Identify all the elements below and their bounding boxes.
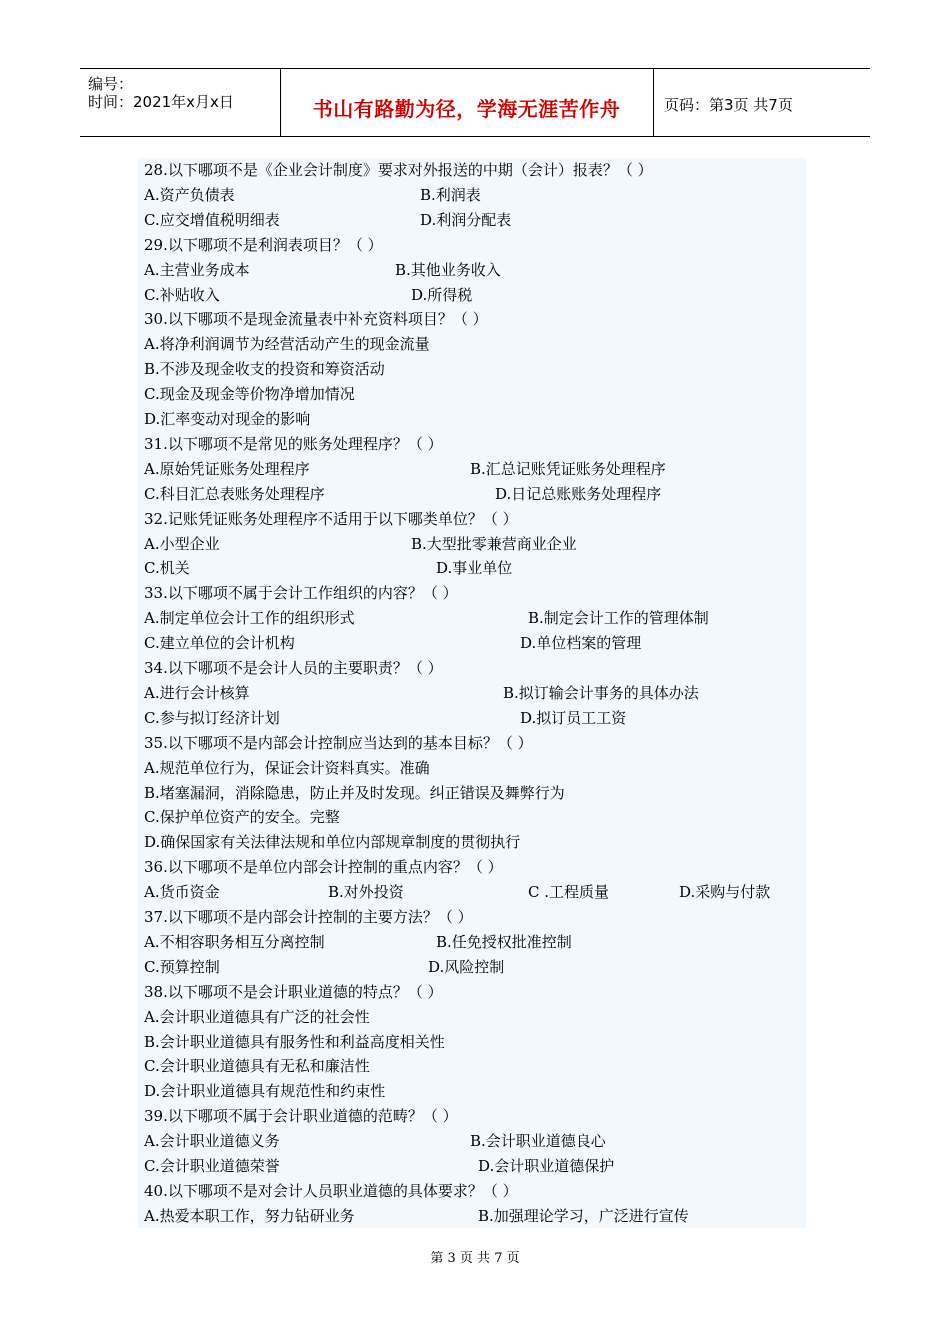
answer-option: D.单位档案的管理 <box>520 634 642 653</box>
question-text: 40.以下哪项不是对会计人员职业道德的具体要求？（ ） <box>144 1181 518 1200</box>
question-text: 30.以下哪项不是现金流量表中补充资料项目？（ ） <box>144 310 488 329</box>
answer-option: C.机关 <box>144 559 190 578</box>
question-text: 29.以下哪项不是利润表项目？（ ） <box>144 235 383 254</box>
answer-option: D.确保国家有关法律法规和单位内部规章制度的贯彻执行 <box>144 833 521 852</box>
answer-option: D.会计职业道德具有规范性和约束性 <box>144 1082 386 1101</box>
answer-option: B.堵塞漏洞，消除隐患，防止并及时发现。纠正错误及舞弊行为 <box>144 783 565 802</box>
answer-option: C.补贴收入 <box>144 285 220 304</box>
answer-option: B.大型批零兼营商业企业 <box>411 534 577 553</box>
answer-option: A.会计职业道德义务 <box>144 1132 280 1151</box>
answer-option: C.参与拟订经济计划 <box>144 708 280 727</box>
page-footer: 第 3 页 共 7 页 <box>430 1251 520 1266</box>
answer-option: B.其他业务收入 <box>395 260 501 279</box>
answer-option: A.原始凭证账务处理程序 <box>144 459 310 478</box>
question-text: 33.以下哪项不属于会计工作组织的内容？（ ） <box>144 584 458 603</box>
question-text: 36.以下哪项不是单位内部会计控制的重点内容？（ ） <box>144 858 503 877</box>
answer-option: C.会计职业道德具有无私和廉洁性 <box>144 1057 370 1076</box>
answer-option: B.拟订输会计事务的具体办法 <box>503 683 699 702</box>
answer-option: B.任免授权批准控制 <box>436 932 572 951</box>
question-text: 34.以下哪项不是会计人员的主要职责？（ ） <box>144 659 443 677</box>
answer-option: A.规范单位行为，保证会计资料真实。准确 <box>144 758 430 777</box>
answer-option: D.拟订员工工资 <box>520 708 627 727</box>
answer-option: A.制定单位会计工作的组织形式 <box>144 609 355 628</box>
answer-option: B.会计职业道德良心 <box>470 1132 606 1151</box>
answer-option: C.应交增值税明细表 <box>144 210 280 229</box>
answer-option: B.汇总记账凭证账务处理程序 <box>470 459 666 478</box>
answer-option: C .工程质量 <box>528 883 610 902</box>
answer-option: B.制定会计工作的管理体制 <box>528 609 709 628</box>
header-number-label: 编号： <box>88 75 134 93</box>
header-motto: 书山有路勤为径，学海无涯苦作舟 <box>312 97 621 121</box>
question-text: 39.以下哪项不属于会计职业道德的范畴？（ ） <box>144 1107 458 1126</box>
header-date-label: 时间：2021年x月x日 <box>88 93 234 111</box>
answer-option: A.小型企业 <box>144 534 220 553</box>
answer-option: D.汇率变动对现金的影响 <box>144 410 311 428</box>
answer-option: C.科目汇总表账务处理程序 <box>144 484 325 503</box>
answer-option: D.所得税 <box>411 285 473 304</box>
answer-option: A.热爱本职工作，努力钻研业务 <box>144 1206 355 1225</box>
question-text: 37.以下哪项不是内部会计控制的主要方法？（ ） <box>144 908 473 926</box>
answer-option: D.会计职业道德保护 <box>478 1157 615 1175</box>
question-text: 31.以下哪项不是常见的账务处理程序？（ ） <box>144 434 443 453</box>
answer-option: B.不涉及现金收支的投资和筹资活动 <box>144 360 385 379</box>
answer-option: B.利润表 <box>420 185 481 204</box>
answer-option: D.采购与付款 <box>679 883 771 902</box>
answer-option: A.主营业务成本 <box>144 260 250 279</box>
answer-option: D.利润分配表 <box>420 210 512 229</box>
answer-option: B.加强理论学习，广泛进行宣传 <box>478 1206 689 1225</box>
answer-option: A.进行会计核算 <box>144 683 250 702</box>
header-page-info: 页码：第3页 共7页 <box>664 96 793 114</box>
answer-option: B.对外投资 <box>328 883 404 902</box>
question-text: 28.以下哪项不是《企业会计制度》要求对外报送的中期（会计）报表？（ ） <box>144 161 653 179</box>
answer-option: C.会计职业道德荣誉 <box>144 1157 280 1175</box>
question-text: 35.以下哪项不是内部会计控制应当达到的基本目标？（ ） <box>144 733 533 752</box>
answer-option: A.资产负债表 <box>144 185 235 204</box>
answer-option: A.货币资金 <box>144 883 220 902</box>
answer-option: C.现金及现金等价物净增加情况 <box>144 385 355 404</box>
answer-option: A.将净利润调节为经营活动产生的现金流量 <box>144 335 430 354</box>
question-list <box>138 158 806 1228</box>
answer-option: A.会计职业道德具有广泛的社会性 <box>144 1007 370 1026</box>
answer-option: C.建立单位的会计机构 <box>144 634 295 653</box>
answer-option: A.不相容职务相互分离控制 <box>144 932 325 951</box>
question-text: 32.记账凭证账务处理程序不适用于以下哪类单位？（ ） <box>144 509 518 528</box>
header-motto-cell <box>280 69 654 136</box>
answer-option: B.会计职业道德具有服务性和利益高度相关性 <box>144 1032 445 1051</box>
answer-option: D.日记总账账务处理程序 <box>495 484 662 503</box>
answer-option: C.预算控制 <box>144 957 220 976</box>
header-page-cell <box>654 69 870 136</box>
header-meta-cell <box>80 69 281 136</box>
answer-option: C.保护单位资产的安全。完整 <box>144 808 340 827</box>
question-text: 38.以下哪项不是会计职业道德的特点？（ ） <box>144 982 443 1001</box>
page-header <box>80 68 870 137</box>
answer-option: D.风险控制 <box>428 957 505 976</box>
answer-option: D.事业单位 <box>436 559 513 578</box>
